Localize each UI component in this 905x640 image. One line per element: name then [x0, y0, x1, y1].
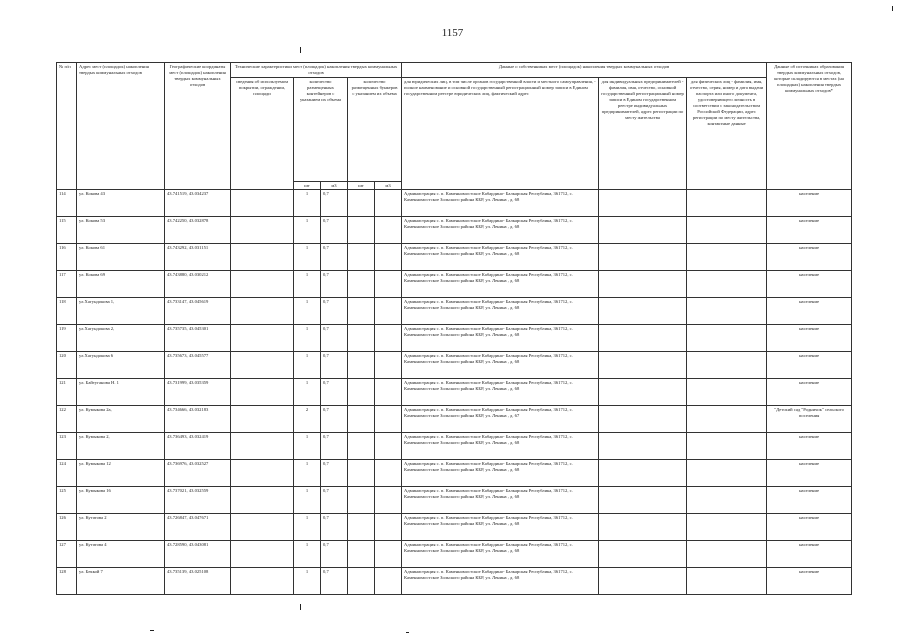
row-bunkers-volume [375, 514, 402, 541]
table-row [57, 487, 852, 514]
row-address: ул. Кокова 43 [77, 190, 165, 217]
row-owner-entrepreneur [599, 460, 687, 487]
row-surface [231, 568, 294, 595]
row-address: ул. Кокова 53 [77, 217, 165, 244]
header-unit-m3: м3 [321, 182, 348, 190]
table-row [57, 244, 852, 271]
header-owners: Данные о собственниках мест (площадок) накопления твердых коммунальных отходов [402, 63, 767, 78]
row-containers-count: 1 [294, 298, 321, 325]
row-owner-person [687, 271, 767, 298]
scan-mark [406, 632, 409, 633]
row-number: 114 [57, 190, 77, 217]
row-address: ул. Кутатова 4 [77, 541, 165, 568]
header-technical: Технические характеристики мест (площадок) накопления твердых коммунальных отходов [231, 63, 402, 78]
row-coordinates: 43.742250, 43.032878 [165, 217, 231, 244]
row-containers-volume: 0,7 [321, 433, 348, 460]
row-number: 124 [57, 460, 77, 487]
row-owner-person [687, 379, 767, 406]
table-row [57, 379, 852, 406]
header-number: № п/п [57, 63, 77, 190]
row-owner-legal: Администрация с. п. Каменномостское Кабардино- Балкарская Республика, 361712, с. Каменномостское Зольского района КБР, ул. Ленина , д. 68 [402, 352, 599, 379]
row-coordinates: 43.733147, 43.045619 [165, 298, 231, 325]
header-coordinates: Географические координаты мест (площадок) накопления твердых коммунальных отходов [165, 63, 231, 190]
row-bunkers-count [348, 379, 375, 406]
row-coordinates: 43.741519, 43.034237 [165, 190, 231, 217]
row-containers-count: 1 [294, 460, 321, 487]
row-surface [231, 352, 294, 379]
row-owner-legal: Администрация с. п. Каменномостское Кабардино- Балкарская Республика, 361712, с. Каменномостское Зольского района КБР, ул. Ленина , д. 68 [402, 379, 599, 406]
row-owner-entrepreneur [599, 244, 687, 271]
table-row [57, 325, 852, 352]
row-containers-volume: 0,7 [321, 487, 348, 514]
row-owner-entrepreneur [599, 352, 687, 379]
scan-mark [892, 6, 893, 11]
row-address: ул. Беккой 7 [77, 568, 165, 595]
row-number: 116 [57, 244, 77, 271]
row-owner-entrepreneur [599, 487, 687, 514]
row-bunkers-volume [375, 271, 402, 298]
page-number: 1157 [441, 27, 464, 39]
row-containers-volume: 0,7 [321, 379, 348, 406]
row-owner-person [687, 568, 767, 595]
row-coordinates: 43.728590, 43.043081 [165, 541, 231, 568]
row-containers-count: 1 [294, 541, 321, 568]
row-bunkers-count [348, 406, 375, 433]
row-source: население [767, 514, 852, 541]
row-source: население [767, 244, 852, 271]
row-number: 125 [57, 487, 77, 514]
row-owner-legal: Администрация с. п. Каменномостское Кабардино- Балкарская Республика, 361712, с. Каменномостское Зольского района КБР, ул. Ленина , д. 68 [402, 460, 599, 487]
row-bunkers-volume [375, 217, 402, 244]
registry-body [57, 190, 852, 595]
row-surface [231, 379, 294, 406]
row-number: 123 [57, 433, 77, 460]
row-surface [231, 271, 294, 298]
row-number: 128 [57, 568, 77, 595]
row-owner-entrepreneur [599, 568, 687, 595]
row-address: ул. Кутатова 2 [77, 514, 165, 541]
row-owner-legal: Администрация с. п. Каменномостское Кабардино- Балкарская Республика, 361712, с. Каменномостское Зольского района КБР, ул. Ленина , д. 68 [402, 244, 599, 271]
row-address: ул. Кумыкова 2а, [77, 406, 165, 433]
row-number: 127 [57, 541, 77, 568]
row-owner-legal: Администрация с. п. Каменномостское Кабардино- Балкарская Республика, 361712, с. Каменномостское Зольского района КБР, ул. Ленина , д. 68 [402, 433, 599, 460]
row-number: 121 [57, 379, 77, 406]
row-number: 119 [57, 325, 77, 352]
row-owner-person [687, 217, 767, 244]
row-bunkers-volume [375, 244, 402, 271]
table-row [57, 352, 852, 379]
row-owner-legal: Администрация с. п. Каменномостское Кабардино- Балкарская Республика, 361712, с. Каменномостское Зольского района КБР, ул. Ленина , д. 68 [402, 568, 599, 595]
row-containers-volume: 0,7 [321, 244, 348, 271]
header-sources: Данные об источниках образования твердых коммунальных отходов, которые складируются в местах (на площадках) накопления твердых коммунальных отходов* [767, 63, 852, 190]
row-owner-entrepreneur [599, 217, 687, 244]
row-owner-person [687, 325, 767, 352]
row-surface [231, 325, 294, 352]
row-owner-legal: Администрация с. п. Каменномостское Кабардино- Балкарская Республика, 361712, с. Каменномостское Зольского района КБР, ул. Ленина , д. 67 [402, 406, 599, 433]
table-row [57, 541, 852, 568]
row-owner-person [687, 244, 767, 271]
row-source: население [767, 190, 852, 217]
header-address: Адрес мест (площадок) накопления твердых коммунальных отходов [77, 63, 165, 190]
table-row [57, 406, 852, 433]
row-address: ул.Хагундокова 2, [77, 325, 165, 352]
row-bunkers-volume [375, 352, 402, 379]
table-row [57, 190, 852, 217]
row-owner-person [687, 298, 767, 325]
row-bunkers-volume [375, 406, 402, 433]
row-containers-count: 1 [294, 325, 321, 352]
scan-mark [150, 630, 154, 631]
row-bunkers-volume [375, 379, 402, 406]
row-number: 118 [57, 298, 77, 325]
row-containers-count: 1 [294, 568, 321, 595]
row-bunkers-volume [375, 433, 402, 460]
row-containers-volume: 0,7 [321, 217, 348, 244]
row-source: население [767, 352, 852, 379]
row-bunkers-count [348, 190, 375, 217]
row-source: население [767, 217, 852, 244]
row-source: население [767, 271, 852, 298]
waste-sites-registry-table [56, 62, 852, 595]
row-coordinates: 43.743880, 43.030212 [165, 271, 231, 298]
row-bunkers-count [348, 217, 375, 244]
table-row [57, 271, 852, 298]
row-number: 117 [57, 271, 77, 298]
row-owner-legal: Администрация с. п. Каменномостское Кабардино- Балкарская Республика, 361712, с. Каменномостское Зольского района КБР, ул. Ленина , д. 68 [402, 298, 599, 325]
row-coordinates: 43.731999, 43.035359 [165, 379, 231, 406]
row-source: население [767, 325, 852, 352]
row-bunkers-count [348, 514, 375, 541]
row-owner-person [687, 541, 767, 568]
row-source: "Детский сад "Родничок" сельского поселения [767, 406, 852, 433]
row-owner-legal: Администрация с. п. Каменномостское Кабардино- Балкарская Республика, 361712, с. Каменномостское Зольского района КБР, ул. Ленина , д. 68 [402, 487, 599, 514]
table-row [57, 433, 852, 460]
row-bunkers-count [348, 298, 375, 325]
row-source: население [767, 541, 852, 568]
row-containers-count: 2 [294, 406, 321, 433]
row-owner-person [687, 190, 767, 217]
row-source: население [767, 568, 852, 595]
row-containers-count: 1 [294, 433, 321, 460]
row-address: ул. Кокова 69 [77, 271, 165, 298]
row-containers-count: 1 [294, 379, 321, 406]
row-owner-legal: Администрация с. п. Каменномостское Кабардино- Балкарская Республика, 361712, с. Каменномостское Зольского района КБР, ул. Ленина , д. 68 [402, 541, 599, 568]
row-surface [231, 433, 294, 460]
row-owner-person [687, 352, 767, 379]
header-bunkers: количество размещенных бункеров с указанием их объема [348, 78, 402, 182]
header-owner-person: для физических лиц - фамилия, имя, отчество, серия, номер и дата выдачи паспорта или иного документа, удостоверяющего личность в соответствии с законодательством Российской Федерации, адрес регистрации по месту жительства, контактные данные [687, 78, 767, 190]
row-owner-legal: Администрация с. п. Каменномостское Кабардино- Балкарская Республика, 361712, с. Каменномостское Зольского района КБР, ул. Ленина , д. 68 [402, 217, 599, 244]
row-bunkers-volume [375, 568, 402, 595]
row-containers-count: 1 [294, 352, 321, 379]
row-containers-count: 1 [294, 190, 321, 217]
row-number: 115 [57, 217, 77, 244]
row-containers-count: 1 [294, 487, 321, 514]
row-coordinates: 43.736493, 43.032419 [165, 433, 231, 460]
row-containers-volume: 0,7 [321, 514, 348, 541]
row-owner-entrepreneur [599, 514, 687, 541]
row-owner-person [687, 433, 767, 460]
row-owner-legal: Администрация с. п. Каменномостское Кабардино- Балкарская Республика, 361712, с. Каменномостское Зольского района КБР, ул. Ленина , д. 68 [402, 271, 599, 298]
row-owner-entrepreneur [599, 298, 687, 325]
table-row [57, 460, 852, 487]
row-owner-person [687, 487, 767, 514]
row-source: население [767, 487, 852, 514]
row-owner-entrepreneur [599, 379, 687, 406]
row-number: 126 [57, 514, 77, 541]
row-coordinates: 43.737021, 43.032559 [165, 487, 231, 514]
header-owner-legal: для юридических лиц, в том числе органов государственной власти и местного самоуправления, - полное наименование и основной государственный регистрационный номер записи в Едином государственном реестре юридических лиц, фактический адрес [402, 78, 599, 190]
header-unit-pcs: шт [294, 182, 321, 190]
row-bunkers-volume [375, 460, 402, 487]
row-address: ул. Кокова 61 [77, 244, 165, 271]
header-unit-m3: м3 [375, 182, 402, 190]
row-address: ул. Кумыкова 12 [77, 460, 165, 487]
header-containers: количество размещенных контейнеров с указанием их объема [294, 78, 348, 182]
row-surface [231, 541, 294, 568]
row-bunkers-count [348, 244, 375, 271]
row-coordinates: 43.743292, 43.031151 [165, 244, 231, 271]
row-containers-count: 1 [294, 217, 321, 244]
row-surface [231, 406, 294, 433]
row-address: ул. Байтуганова Н. 1 [77, 379, 165, 406]
row-owner-entrepreneur [599, 541, 687, 568]
row-containers-volume: 0,7 [321, 352, 348, 379]
table-row [57, 298, 852, 325]
row-owner-legal: Администрация с. п. Каменномостское Кабардино- Балкарская Республика, 361712, с. Каменномостское Зольского района КБР, ул. Ленина , д. 68 [402, 514, 599, 541]
row-coordinates: 43.735735, 43.045301 [165, 325, 231, 352]
row-address: ул. Кумыкова 2, [77, 433, 165, 460]
row-coordinates: 43.735139, 43.025108 [165, 568, 231, 595]
row-owner-entrepreneur [599, 325, 687, 352]
table-row [57, 568, 852, 595]
row-bunkers-volume [375, 325, 402, 352]
row-owner-person [687, 406, 767, 433]
row-bunkers-volume [375, 298, 402, 325]
row-surface [231, 487, 294, 514]
row-owner-legal: Администрация с. п. Каменномостское Кабардино- Балкарская Республика, 361712, с. Каменномостское Зольского района КБР, ул. Ленина , д. 68 [402, 190, 599, 217]
row-bunkers-count [348, 487, 375, 514]
row-bunkers-volume [375, 190, 402, 217]
row-bunkers-count [348, 460, 375, 487]
header-unit-pcs: шт [348, 182, 375, 190]
row-containers-volume: 0,7 [321, 406, 348, 433]
row-coordinates: 43.726847, 43.047671 [165, 514, 231, 541]
row-source: население [767, 298, 852, 325]
row-source: население [767, 460, 852, 487]
row-bunkers-count [348, 433, 375, 460]
row-containers-volume: 0,7 [321, 271, 348, 298]
row-address: ул. Кумыкова 16 [77, 487, 165, 514]
row-owner-entrepreneur [599, 190, 687, 217]
row-containers-volume: 0,7 [321, 298, 348, 325]
row-containers-count: 1 [294, 271, 321, 298]
row-containers-count: 1 [294, 514, 321, 541]
row-bunkers-volume [375, 541, 402, 568]
row-containers-count: 1 [294, 244, 321, 271]
row-address: ул.Хагундокова 1, [77, 298, 165, 325]
row-containers-volume: 0,7 [321, 325, 348, 352]
row-containers-volume: 0,7 [321, 190, 348, 217]
row-number: 120 [57, 352, 77, 379]
row-bunkers-count [348, 325, 375, 352]
row-number: 122 [57, 406, 77, 433]
row-owner-legal: Администрация с. п. Каменномостское Кабардино- Балкарская Республика, 361712, с. Каменномостское Зольского района КБР, ул. Ленина , д. 68 [402, 325, 599, 352]
table-row [57, 217, 852, 244]
row-bunkers-count [348, 568, 375, 595]
row-bunkers-count [348, 271, 375, 298]
scan-mark [300, 604, 301, 610]
header-surface: сведения об используемом покрытии, ограждении, площади [231, 78, 294, 190]
row-surface [231, 244, 294, 271]
row-bunkers-volume [375, 487, 402, 514]
row-owner-entrepreneur [599, 271, 687, 298]
row-owner-person [687, 460, 767, 487]
row-surface [231, 460, 294, 487]
table-row [57, 514, 852, 541]
row-source: население [767, 433, 852, 460]
row-bunkers-count [348, 541, 375, 568]
row-containers-volume: 0,7 [321, 460, 348, 487]
row-surface [231, 298, 294, 325]
row-coordinates: 43.736976, 43.032527 [165, 460, 231, 487]
row-containers-volume: 0,7 [321, 541, 348, 568]
scan-mark [300, 47, 301, 53]
row-surface [231, 514, 294, 541]
row-surface [231, 190, 294, 217]
row-coordinates: 43.734666, 43.032183 [165, 406, 231, 433]
row-bunkers-count [348, 352, 375, 379]
row-owner-entrepreneur [599, 433, 687, 460]
row-coordinates: 43.735673, 43.045577 [165, 352, 231, 379]
row-address: ул.Хагундокова 6 [77, 352, 165, 379]
row-surface [231, 217, 294, 244]
row-containers-volume: 0,7 [321, 568, 348, 595]
row-source: население [767, 379, 852, 406]
row-owner-entrepreneur [599, 406, 687, 433]
header-owner-entrepreneur: для индивидуальных предпринимателей - фамилия, имя, отчество, основной государственный регистрационный номер записи в Едином государственном реестре индивидуальных предпринимателей, адрес регистрации по месту жительства [599, 78, 687, 190]
row-owner-person [687, 514, 767, 541]
